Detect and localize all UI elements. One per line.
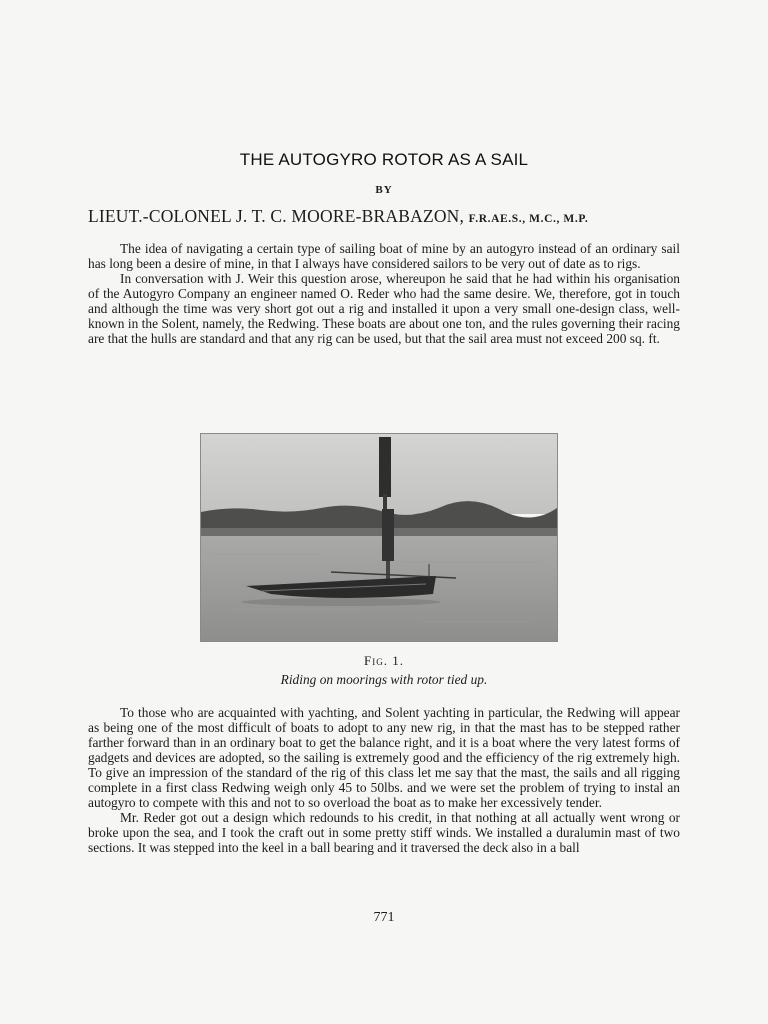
- shoreline: [201, 528, 557, 536]
- page-number: 771: [373, 910, 395, 925]
- rotor-blade-top: [379, 437, 391, 497]
- rotor-hub: [383, 494, 387, 509]
- paragraph-2: In conversation with J. Weir this question arose, whereupon he said that he had within his organisation of the Autogyro Company an engineer named O. Reder who had the same desire. We, therefore, got in touch and although the time was very short got out a rig and installed it upon a very small one-design class, well-known in the Solent, namely, the Redwing. These boats are about one ton, and the rules governing their racing are that the hulls are standard and that any rig can be used, but that the sail area must not exceed 200 sq. ft.: [88, 271, 680, 346]
- paragraph-1: The idea of navigating a certain type of sailing boat of mine by an autogyro instead of an ordinary sail has long been a desire of mine, in that I always have considered sailors to be very out of date as to rigs.: [88, 241, 680, 271]
- body-continued: [88, 705, 680, 855]
- author-name: LIEUT.-COLONEL J. T. C. MOORE-BRABAZON,: [88, 206, 465, 226]
- author-line: [88, 206, 680, 227]
- figure-label: Fig. 1.: [364, 653, 404, 668]
- paragraph-4: Mr. Reder got out a design which redounds to his credit, in that nothing at all actually went wrong or broke upon the sea, and I took the craft out in some pretty stiff winds. We installed a duralumin mast of two sections. It was stepped into the keel in a ball bearing and it traversed the deck also in a ball: [88, 810, 680, 855]
- paragraph-3: To those who are acquainted with yachting, and Solent yachting in particular, the Redwing will appear as being one of the most difficult of boats to adopt to any new rig, in that the mast has to be stepped rather farther forward than in an ordinary boat to get the balance right, and it is a boat where the very latest forms of gadgets and devices are adopted, so the sailing is extremely good and the efficiency of the rig extremely high. To give an impression of the standard of the rig of this class let me say that the mast, the sails and all rigging complete in a first class Redwing weigh only 45 to 50lbs. and we were set the problem of trying to instal an autogyro to compete with this and not to so overload the boat as to make her excessively tender.: [88, 705, 680, 810]
- article-page: [88, 150, 680, 855]
- byline-label: BY: [375, 184, 393, 196]
- author-qualifications: F.R.AE.S., M.C., M.P.: [468, 213, 589, 225]
- rotor-blade-lower: [382, 509, 394, 561]
- article-title: THE AUTOGYRO ROTOR AS A SAIL: [239, 150, 529, 169]
- figure-photo: [200, 433, 558, 642]
- figure-caption: Riding on moorings with rotor tied up.: [280, 672, 488, 687]
- boat-photo-illustration: [201, 434, 557, 641]
